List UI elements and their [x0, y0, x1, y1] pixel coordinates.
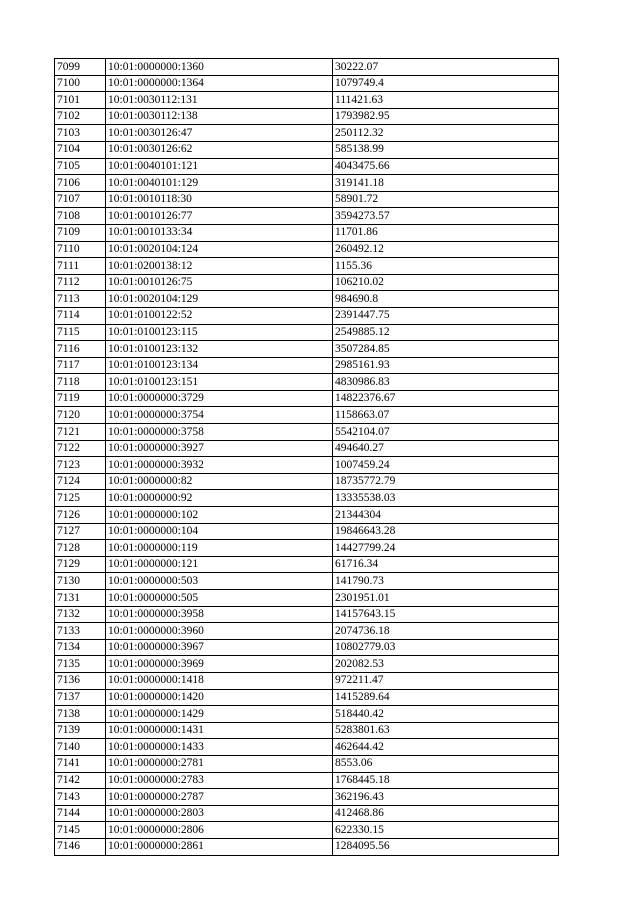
- table-row: [55, 108, 559, 125]
- table-row: [55, 490, 559, 507]
- value-cell: 518440.42: [333, 706, 559, 723]
- table-row: [55, 772, 559, 789]
- row-number-cell: 7144: [55, 805, 106, 822]
- cadastral-number-cell: 10:01:0200138:12: [106, 258, 333, 275]
- row-number-cell: 7146: [55, 838, 106, 855]
- table-row: [55, 274, 559, 291]
- value-cell: 622330.15: [333, 822, 559, 839]
- cadastral-number-cell: 10:01:0000000:2861: [106, 838, 333, 855]
- cadastral-number-cell: 10:01:0000000:2803: [106, 805, 333, 822]
- value-cell: 250112.32: [333, 125, 559, 142]
- cadastral-number-cell: 10:01:0000000:503: [106, 573, 333, 590]
- table-row: [55, 556, 559, 573]
- table-row: [55, 390, 559, 407]
- table-row: [55, 224, 559, 241]
- table-row: [55, 75, 559, 92]
- row-number-cell: 7127: [55, 523, 106, 540]
- table-row: [55, 789, 559, 806]
- row-number-cell: 7117: [55, 357, 106, 374]
- value-cell: 3594273.57: [333, 208, 559, 225]
- cadastral-number-cell: 10:01:0010126:77: [106, 208, 333, 225]
- value-cell: 2985161.93: [333, 357, 559, 374]
- row-number-cell: 7119: [55, 390, 106, 407]
- cadastral-number-cell: 10:01:0000000:2787: [106, 789, 333, 806]
- row-number-cell: 7110: [55, 241, 106, 258]
- table-row: [55, 307, 559, 324]
- row-number-cell: 7133: [55, 623, 106, 640]
- row-number-cell: 7108: [55, 208, 106, 225]
- row-number-cell: 7101: [55, 92, 106, 109]
- cadastral-number-cell: 10:01:0030126:62: [106, 141, 333, 158]
- cadastral-number-cell: 10:01:0000000:3729: [106, 390, 333, 407]
- table-row: [55, 424, 559, 441]
- cadastral-number-cell: 10:01:0000000:3958: [106, 606, 333, 623]
- value-cell: 260492.12: [333, 241, 559, 258]
- value-cell: 14157643.15: [333, 606, 559, 623]
- table-row: [55, 755, 559, 772]
- table-row: [55, 258, 559, 275]
- cadastral-number-cell: 10:01:0000000:104: [106, 523, 333, 540]
- table-row: [55, 59, 559, 76]
- row-number-cell: 7141: [55, 755, 106, 772]
- cadastral-number-cell: 10:01:0000000:1433: [106, 739, 333, 756]
- value-cell: 202082.53: [333, 656, 559, 673]
- table-row: [55, 407, 559, 424]
- value-cell: 2391447.75: [333, 307, 559, 324]
- table-row: [55, 722, 559, 739]
- row-number-cell: 7111: [55, 258, 106, 275]
- row-number-cell: 7105: [55, 158, 106, 175]
- cadastral-number-cell: 10:01:0000000:1364: [106, 75, 333, 92]
- value-cell: 8553.06: [333, 755, 559, 772]
- table-row: [55, 573, 559, 590]
- value-cell: 4043475.66: [333, 158, 559, 175]
- value-cell: 13335538.03: [333, 490, 559, 507]
- row-number-cell: 7121: [55, 424, 106, 441]
- value-cell: 319141.18: [333, 175, 559, 192]
- row-number-cell: 7143: [55, 789, 106, 806]
- cadastral-number-cell: 10:01:0010118:30: [106, 191, 333, 208]
- value-cell: 1284095.56: [333, 838, 559, 855]
- cadastral-number-cell: 10:01:0000000:505: [106, 590, 333, 607]
- cadastral-number-cell: 10:01:0000000:1418: [106, 672, 333, 689]
- value-cell: 11701.86: [333, 224, 559, 241]
- table-row: [55, 191, 559, 208]
- table-row: [55, 822, 559, 839]
- row-number-cell: 7142: [55, 772, 106, 789]
- row-number-cell: 7136: [55, 672, 106, 689]
- row-number-cell: 7135: [55, 656, 106, 673]
- table-body: [55, 59, 559, 856]
- row-number-cell: 7124: [55, 473, 106, 490]
- table-row: [55, 606, 559, 623]
- cadastral-number-cell: 10:01:0020104:129: [106, 291, 333, 308]
- cadastral-number-cell: 10:01:0100123:132: [106, 341, 333, 358]
- value-cell: 30222.07: [333, 59, 559, 76]
- cadastral-number-cell: 10:01:0040101:121: [106, 158, 333, 175]
- value-cell: 14427799.24: [333, 540, 559, 557]
- cadastral-number-cell: 10:01:0100122:52: [106, 307, 333, 324]
- value-cell: 1079749.4: [333, 75, 559, 92]
- value-cell: 412468.86: [333, 805, 559, 822]
- cadastral-number-cell: 10:01:0030126:47: [106, 125, 333, 142]
- cadastral-number-cell: 10:01:0000000:3932: [106, 457, 333, 474]
- table-row: [55, 241, 559, 258]
- value-cell: 61716.34: [333, 556, 559, 573]
- cadastral-number-cell: 10:01:0000000:2783: [106, 772, 333, 789]
- row-number-cell: 7128: [55, 540, 106, 557]
- value-cell: 972211.47: [333, 672, 559, 689]
- value-cell: 1768445.18: [333, 772, 559, 789]
- table-row: [55, 623, 559, 640]
- cadastral-number-cell: 10:01:0000000:121: [106, 556, 333, 573]
- table-row: [55, 689, 559, 706]
- value-cell: 3507284.85: [333, 341, 559, 358]
- value-cell: 5283801.63: [333, 722, 559, 739]
- value-cell: 10802779.03: [333, 639, 559, 656]
- row-number-cell: 7145: [55, 822, 106, 839]
- row-number-cell: 7103: [55, 125, 106, 142]
- value-cell: 1155.36: [333, 258, 559, 275]
- value-cell: 14822376.67: [333, 390, 559, 407]
- table-row: [55, 739, 559, 756]
- value-cell: 5542104.07: [333, 424, 559, 441]
- row-number-cell: 7114: [55, 307, 106, 324]
- table-row: [55, 341, 559, 358]
- value-cell: 1007459.24: [333, 457, 559, 474]
- table-row: [55, 158, 559, 175]
- row-number-cell: 7120: [55, 407, 106, 424]
- value-cell: 585138.99: [333, 141, 559, 158]
- row-number-cell: 7113: [55, 291, 106, 308]
- row-number-cell: 7134: [55, 639, 106, 656]
- cadastral-number-cell: 10:01:0010126:75: [106, 274, 333, 291]
- cadastral-number-cell: 10:01:0000000:1420: [106, 689, 333, 706]
- cadastral-value-table: [54, 58, 559, 856]
- value-cell: 141790.73: [333, 573, 559, 590]
- row-number-cell: 7125: [55, 490, 106, 507]
- cadastral-number-cell: 10:01:0000000:102: [106, 507, 333, 524]
- cadastral-number-cell: 10:01:0030112:138: [106, 108, 333, 125]
- row-number-cell: 7106: [55, 175, 106, 192]
- cadastral-number-cell: 10:01:0000000:1431: [106, 722, 333, 739]
- row-number-cell: 7129: [55, 556, 106, 573]
- row-number-cell: 7118: [55, 374, 106, 391]
- table-row: [55, 672, 559, 689]
- cadastral-number-cell: 10:01:0100123:115: [106, 324, 333, 341]
- row-number-cell: 7109: [55, 224, 106, 241]
- cadastral-number-cell: 10:01:0000000:92: [106, 490, 333, 507]
- value-cell: 462644.42: [333, 739, 559, 756]
- row-number-cell: 7104: [55, 141, 106, 158]
- row-number-cell: 7115: [55, 324, 106, 341]
- row-number-cell: 7099: [55, 59, 106, 76]
- row-number-cell: 7140: [55, 739, 106, 756]
- table-row: [55, 357, 559, 374]
- value-cell: 984690.8: [333, 291, 559, 308]
- table-row: [55, 706, 559, 723]
- row-number-cell: 7112: [55, 274, 106, 291]
- value-cell: 58901.72: [333, 191, 559, 208]
- row-number-cell: 7138: [55, 706, 106, 723]
- row-number-cell: 7102: [55, 108, 106, 125]
- cadastral-number-cell: 10:01:0000000:3969: [106, 656, 333, 673]
- table-row: [55, 175, 559, 192]
- row-number-cell: 7100: [55, 75, 106, 92]
- table-row: [55, 208, 559, 225]
- row-number-cell: 7123: [55, 457, 106, 474]
- cadastral-number-cell: 10:01:0000000:1429: [106, 706, 333, 723]
- table-row: [55, 805, 559, 822]
- table-row: [55, 141, 559, 158]
- value-cell: 2549885.12: [333, 324, 559, 341]
- cadastral-number-cell: 10:01:0000000:2806: [106, 822, 333, 839]
- value-cell: 1158663.07: [333, 407, 559, 424]
- value-cell: 2074736.18: [333, 623, 559, 640]
- table-row: [55, 92, 559, 109]
- table-row: [55, 639, 559, 656]
- row-number-cell: 7131: [55, 590, 106, 607]
- cadastral-number-cell: 10:01:0100123:151: [106, 374, 333, 391]
- value-cell: 4830986.83: [333, 374, 559, 391]
- table-row: [55, 507, 559, 524]
- table-row: [55, 473, 559, 490]
- cadastral-number-cell: 10:01:0000000:3758: [106, 424, 333, 441]
- table-row: [55, 324, 559, 341]
- row-number-cell: 7139: [55, 722, 106, 739]
- value-cell: 21344304: [333, 507, 559, 524]
- value-cell: 106210.02: [333, 274, 559, 291]
- table-row: [55, 457, 559, 474]
- value-cell: 111421.63: [333, 92, 559, 109]
- cadastral-number-cell: 10:01:0040101:129: [106, 175, 333, 192]
- table-row: [55, 523, 559, 540]
- cadastral-number-cell: 10:01:0000000:119: [106, 540, 333, 557]
- table-row: [55, 590, 559, 607]
- cadastral-number-cell: 10:01:0000000:3754: [106, 407, 333, 424]
- cadastral-number-cell: 10:01:0000000:82: [106, 473, 333, 490]
- row-number-cell: 7132: [55, 606, 106, 623]
- cadastral-number-cell: 10:01:0000000:1360: [106, 59, 333, 76]
- table-row: [55, 838, 559, 855]
- table-row: [55, 540, 559, 557]
- cadastral-number-cell: 10:01:0000000:3960: [106, 623, 333, 640]
- cadastral-number-cell: 10:01:0020104:124: [106, 241, 333, 258]
- table-row: [55, 374, 559, 391]
- cadastral-number-cell: 10:01:0010133:34: [106, 224, 333, 241]
- value-cell: 2301951.01: [333, 590, 559, 607]
- value-cell: 1793982.95: [333, 108, 559, 125]
- row-number-cell: 7126: [55, 507, 106, 524]
- table-row: [55, 440, 559, 457]
- cadastral-number-cell: 10:01:0000000:2781: [106, 755, 333, 772]
- row-number-cell: 7137: [55, 689, 106, 706]
- row-number-cell: 7130: [55, 573, 106, 590]
- table-row: [55, 291, 559, 308]
- row-number-cell: 7116: [55, 341, 106, 358]
- cadastral-number-cell: 10:01:0030112:131: [106, 92, 333, 109]
- value-cell: 18735772.79: [333, 473, 559, 490]
- cadastral-number-cell: 10:01:0000000:3927: [106, 440, 333, 457]
- value-cell: 1415289.64: [333, 689, 559, 706]
- cadastral-number-cell: 10:01:0000000:3967: [106, 639, 333, 656]
- row-number-cell: 7122: [55, 440, 106, 457]
- table-row: [55, 125, 559, 142]
- value-cell: 362196.43: [333, 789, 559, 806]
- value-cell: 19846643.28: [333, 523, 559, 540]
- table-row: [55, 656, 559, 673]
- value-cell: 494640.27: [333, 440, 559, 457]
- cadastral-number-cell: 10:01:0100123:134: [106, 357, 333, 374]
- row-number-cell: 7107: [55, 191, 106, 208]
